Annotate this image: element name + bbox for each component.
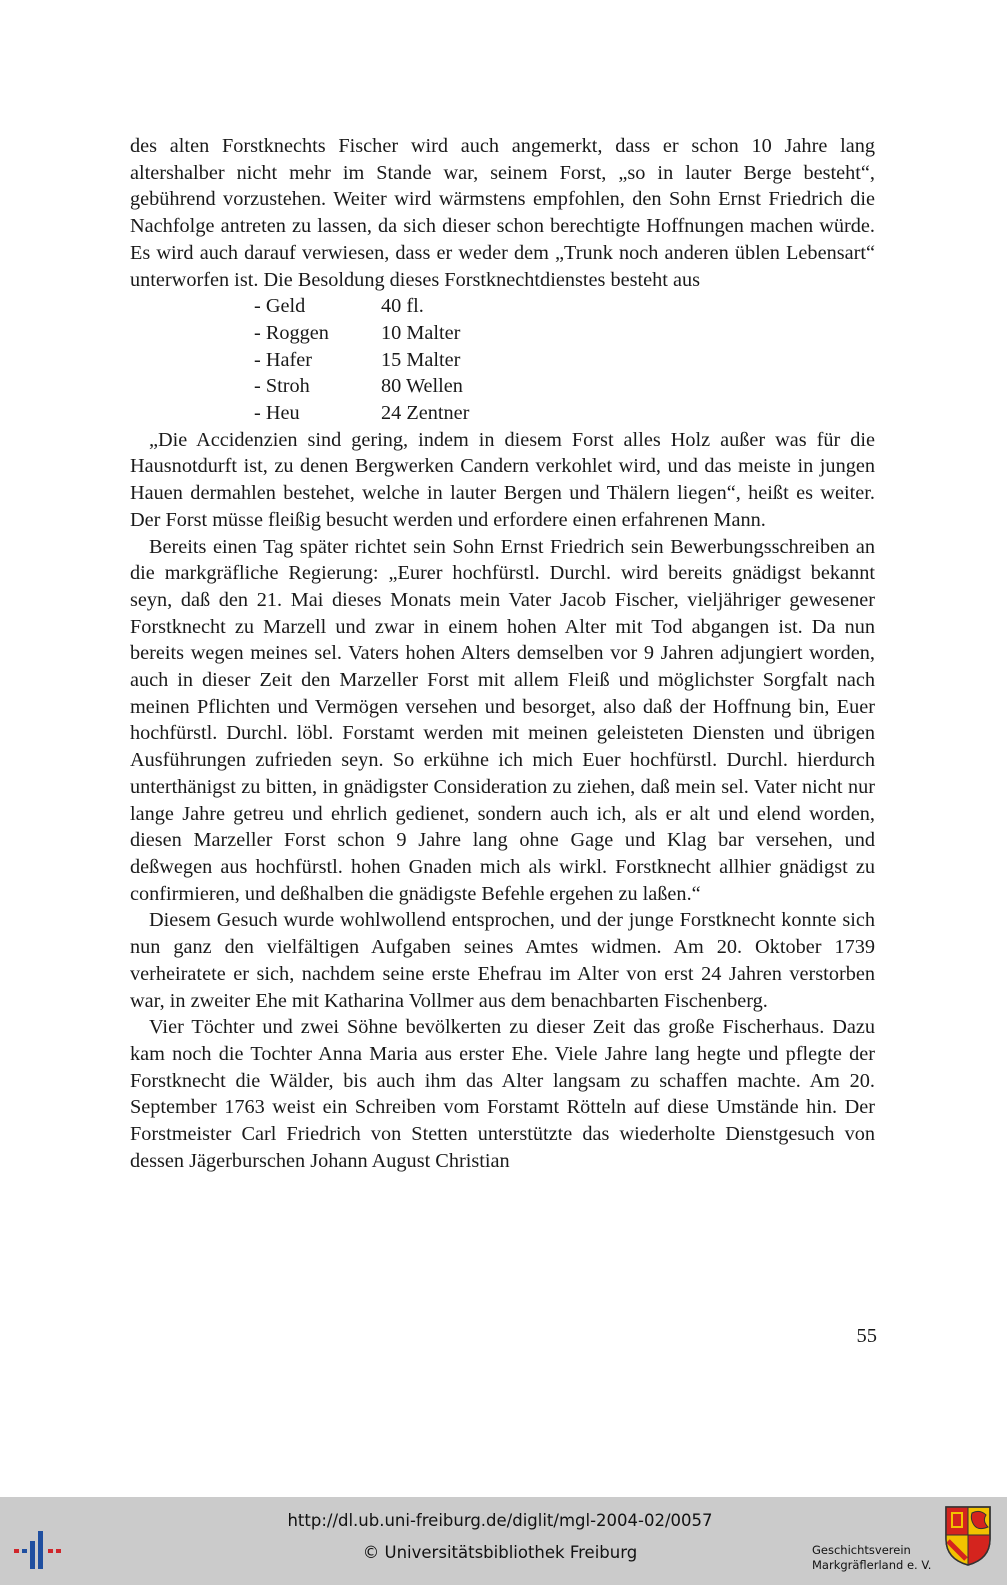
paragraph-4: Diesem Gesuch wurde wohlwollend entsprochen, und der junge Forstknecht konnte sich nun ganz den vielfältigen Aufgaben seines Amtes widmen. Am 20. Oktober 1739 verheiratete er sich, nachdem seine erste Ehefrau im Alter von erst 24 Jahren verstorben war, in zweiter Ehe mit Katharina Vollmer aus dem benachbarten Fischenberg. [130,909,875,1012]
paragraph-5: Vier Töchter und zwei Söhne bevölkerten zu dieser Zeit das große Fischerhaus. Dazu kam noch die Tochter Anna Maria aus erster Ehe. Viele Jahre lang hegte und pflegte der Forstknecht die Wälder, bis auch ihm das Alter langsam zu schaffen machte. Am 20. September 1763 weist ein Schreiben vom Forstamt Rötteln auf diese Umstände hin. Der Forstmeister Carl Friedrich von Stetten unterstützte das wiederholte Dienstgesuch von dessen Jägerburschen Johann August Christian [130,1016,875,1172]
salary-item: - Stroh [254,375,310,398]
page-number: 55 [856,1325,877,1347]
paragraph-1: des alten Forstknechts Fischer wird auch angemerkt, dass er schon 10 Jahre lang altershalber nicht mehr im Stande war, seinem Forst, „so in lauter Berge besteht“, gebührend vorzustehen. Weiter wird wärmstens empfohlen, den Sohn Ernst Friedrich die Nachfolge antreten zu lassen, da sich dieser schon berechtigte Hoffnungen machen würde. Es wird auch darauf verwiesen, dass er weder dem „Trunk noch anderen üblen Lebensart“ unterworfen ist. Die Besoldung dieses Forstknechtdienstes besteht aus [130,135,875,291]
salary-item: - Geld [254,295,306,318]
salary-item: - Heu [254,402,300,425]
salary-row [254,293,469,320]
footer-copyright: © Universitätsbibliothek Freiburg [362,1543,638,1562]
salary-amount: 40 fl. [381,295,424,318]
salary-table [254,293,469,427]
society-name-line-1: Geschichtsverein [812,1543,911,1557]
salary-amount: 15 Malter [381,348,461,371]
footer-bar [0,1497,1007,1585]
coat-of-arms-icon [944,1505,992,1567]
footer-url-link[interactable]: http://dl.ub.uni-freiburg.de/diglit/mgl-2004-02/0057 [287,1511,713,1530]
salary-amount: 10 Malter [381,321,461,344]
page-body [130,133,875,1174]
salary-row [254,320,469,347]
salary-row [254,400,469,427]
salary-amount: 80 Wellen [381,375,463,398]
society-name-line-2: Markgräflerland e. V. [812,1558,932,1572]
society-name [812,1543,931,1573]
salary-item: - Roggen [254,321,329,344]
salary-amount: 24 Zentner [381,402,470,425]
salary-item: - Hafer [254,348,312,371]
salary-row [254,373,469,400]
paragraph-3: Bereits einen Tag später richtet sein Sohn Ernst Friedrich sein Bewerbungsschreiben an die markgräfliche Regierung: „Eurer hochfürstl. Durchl. wird bereits gnädigst bekannt seyn, daß den 21. Mai dieses Monats mein Vater Jacob Fischer, vieljähriger gewesener Forstknecht zu Marzell und zwar in einem hohen Alter mit Tod abgangen ist. Da nun bereits wegen meines sel. Vaters hohen Alters demselben vor 9 Jahren adjungiert worden, auch in dieser Zeit den Marzeller Forst mit allem Fleiß und möglichster Sorgfalt nach meinen Pflichten und Vermögen versehen und besorget, also daß der Hoffnung bin, Euer hochfürstl. Durchl. löbl. Forstamt werden mit meinen geleisteten Diensten und übrigen Ausführungen zufrieden seyn. So erkühne ich mich Euer hochfürstl. Durchl. hierdurch unterthänigst zu bitten, in gnädigster Consideration zu ziehen, daß mein sel. Vater nicht nur lange Jahre getreu und ehrlich gedienet, sondern auch ich, als er alt und elend worden, diesen Marzeller Forst schon 9 Jahre lang ohne Gage und Klag bar versehen, und deßwegen aus hochfürstl. hohen Gnaden mich als wirkl. Forstknecht allhier gnädigst zu confirmieren, und deßhalben die gnädigste Befehle ergehen zu laßen.“ [130,535,875,905]
paragraph-2: „Die Accidenzien sind gering, indem in diesem Forst alles Holz außer was für die Hausnotdurft ist, zu denen Bergwerken Candern verkohlet wird, und das meiste in jungen Hauen dermahlen bestehet, welche in lauter Bergen und Thälern liegen“, heißt es weiter. Der Forst müsse fleißig besucht werden und erfordere einen erfahrenen Mann. [130,428,875,531]
ub-freiburg-logo-icon[interactable] [14,1529,66,1569]
salary-row [254,347,469,374]
